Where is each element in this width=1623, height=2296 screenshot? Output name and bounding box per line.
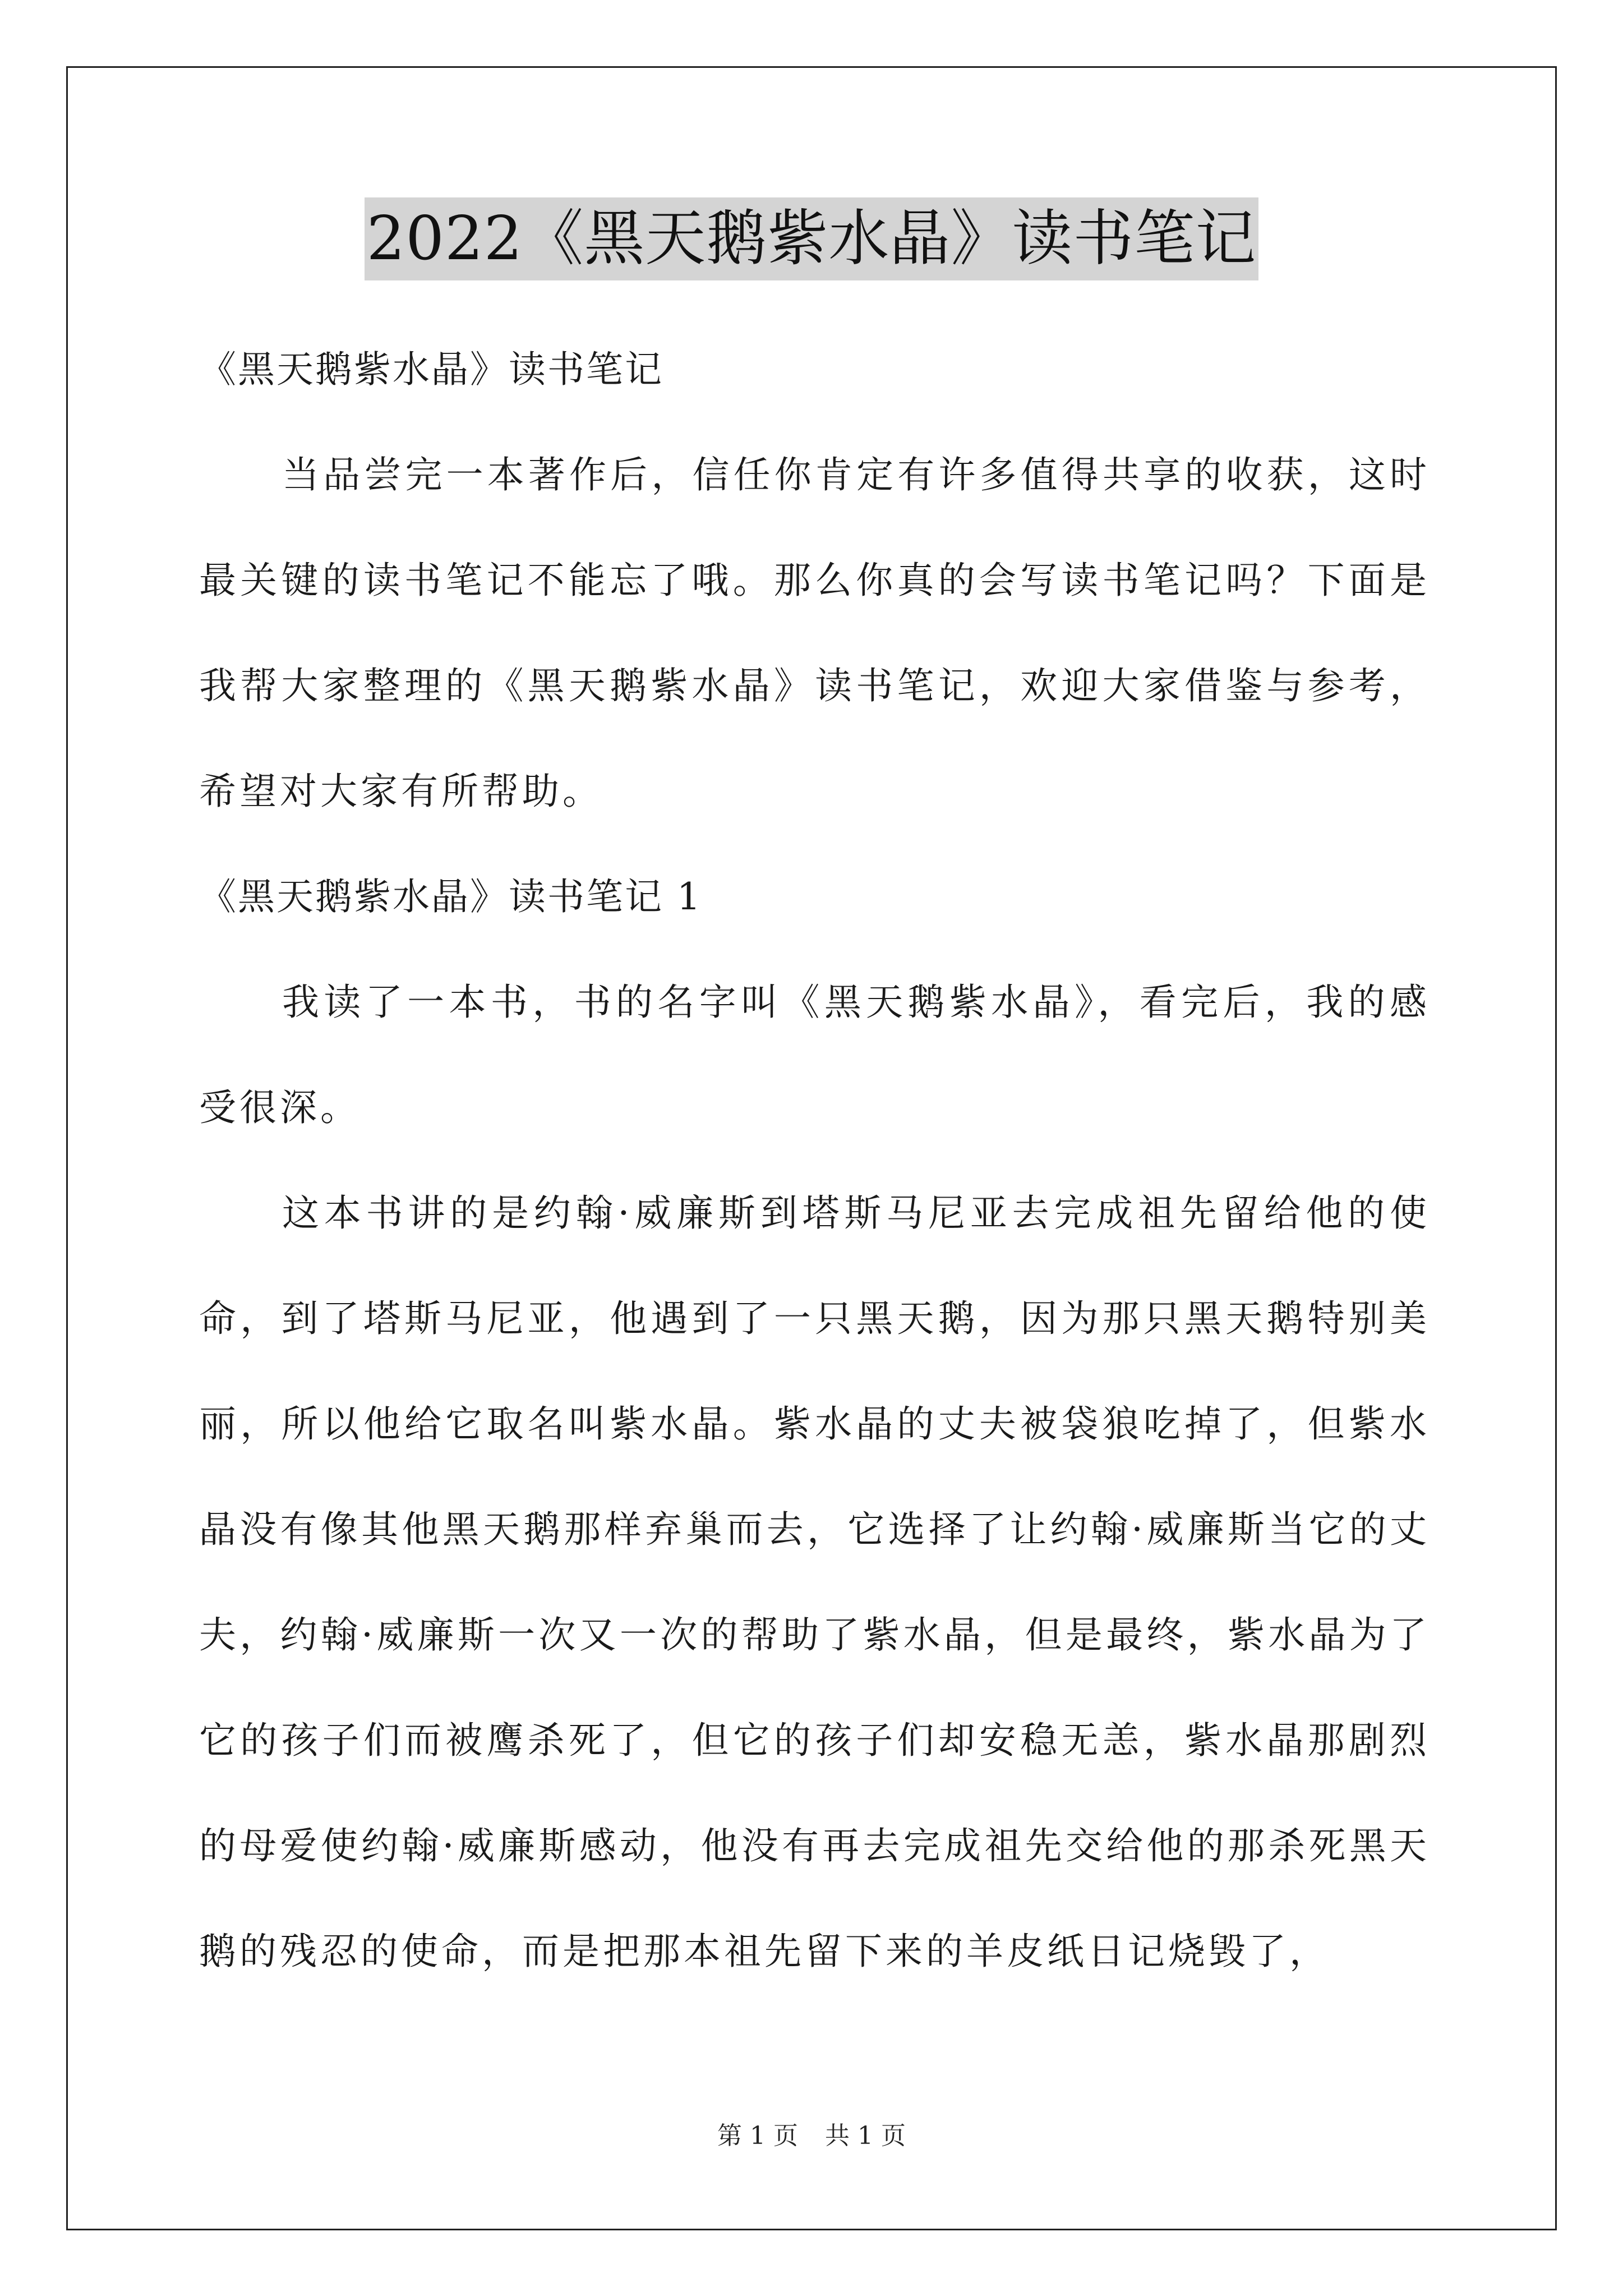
- intro-paragraph: 当品尝完一本著作后，信任你肯定有许多值得共享的收获，这时最关键的读书笔记不能忘了哦。那么你真的会写读书笔记吗？下面是我帮大家整理的《黑天鹅紫水晶》读书笔记，欢迎大家借鉴与参考，希望对大家有所帮助。: [199, 453, 1430, 813]
- section-heading: 《黑天鹅紫水晶》读书笔记: [199, 348, 663, 391]
- title-container: [0, 197, 1623, 280]
- body-paragraph: 这本书讲的是约翰·威廉斯到塔斯马尼亚去完成祖先留给他的使命，到了塔斯马尼亚，他遇到了一只黑天鹅，因为那只黑天鹅特别美丽，所以他给它取名叫紫水晶。紫水晶的丈夫被袋狼吃掉了，但紫水晶没有像其他黑天鹅那样弃巢而去，它选择了让约翰·威廉斯当它的丈夫，约翰·威廉斯一次又一次的帮助了紫水晶，但是最终，紫水晶为了它的孩子们而被鹰杀死了，但它的孩子们却安稳无恙，紫水晶那剧烈的母爱使约翰·威廉斯感动，他没有再去完成祖先交给他的那杀死黑天鹅的残忍的使命，而是把那本祖先留下来的羊皮纸日记烧毁了，: [199, 1191, 1430, 1973]
- page-number: 第 1 页: [717, 2122, 798, 2150]
- page-total: 共 1 页: [825, 2122, 906, 2150]
- page-footer: [0, 2119, 1623, 2153]
- document-body: [199, 317, 1430, 2004]
- body-paragraph: 我读了一本书，书的名字叫《黑天鹅紫水晶》，看完后，我的感受很深。: [199, 981, 1430, 1129]
- document-title: 2022《黑天鹅紫水晶》读书笔记: [365, 197, 1259, 280]
- section-heading-1: 《黑天鹅紫水晶》读书笔记 1: [199, 875, 702, 918]
